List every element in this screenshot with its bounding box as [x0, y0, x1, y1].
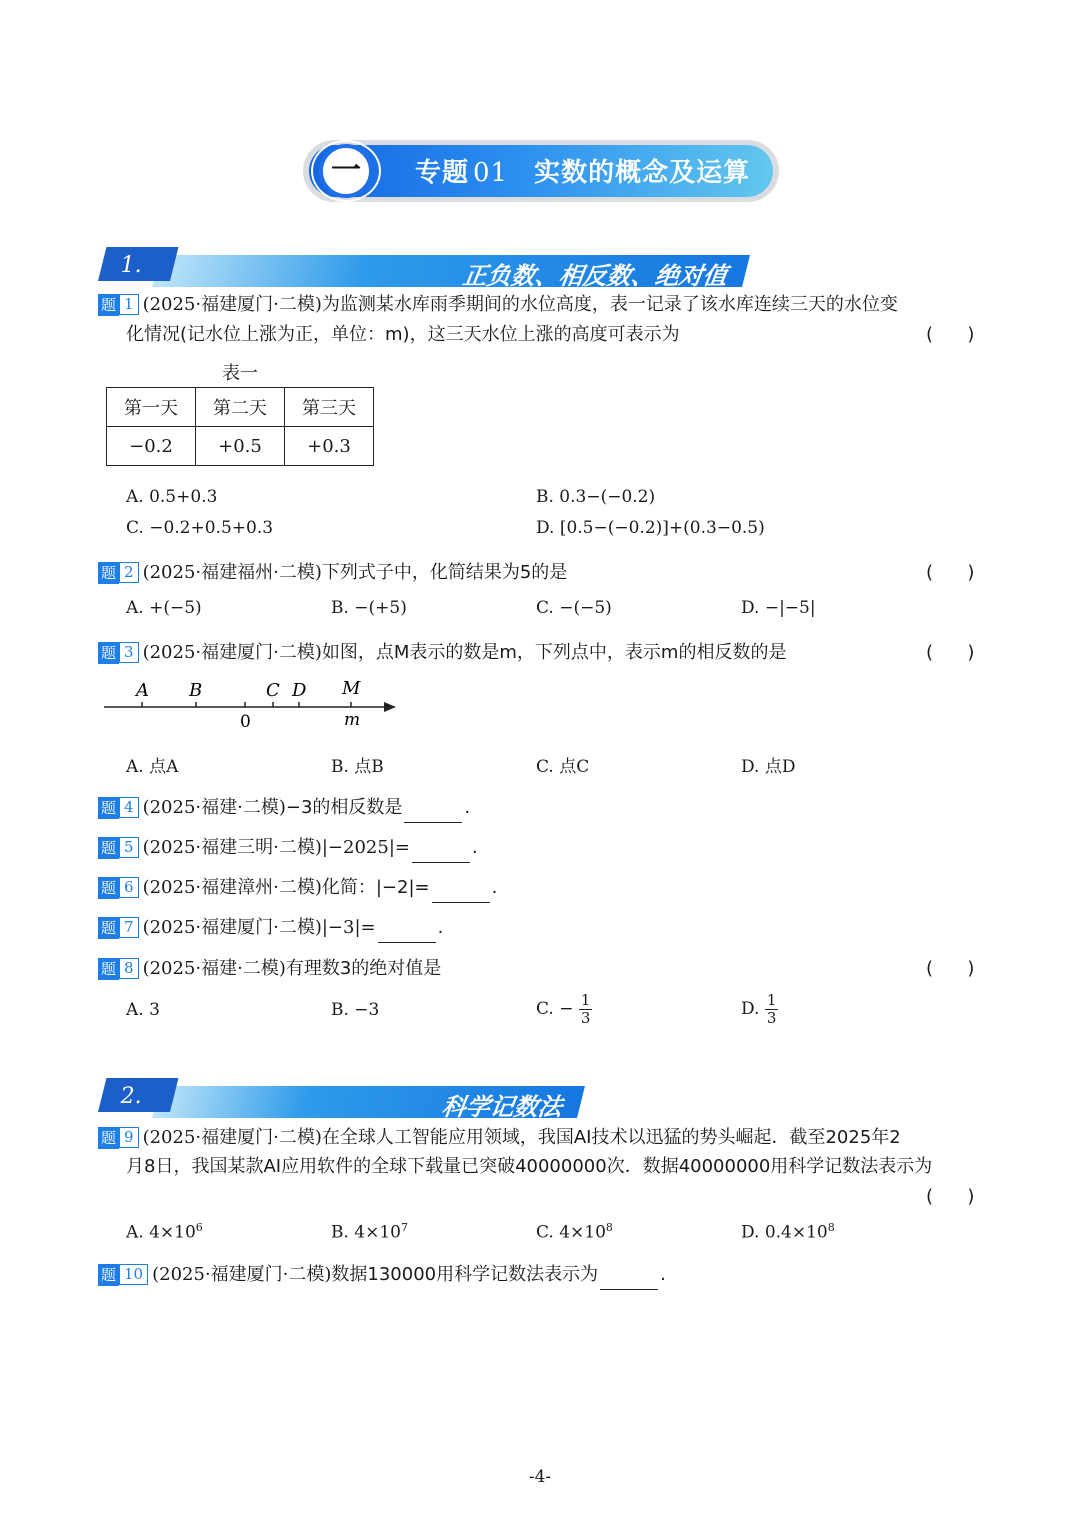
topic-title: 专题 01 实数的概念及运算	[415, 158, 751, 188]
answer-paren: ( )	[926, 1186, 975, 1207]
answer-paren: ( )	[926, 958, 975, 979]
question-tag: 题 4	[98, 797, 139, 819]
answer-blank[interactable]	[600, 1271, 658, 1290]
q1-option-b[interactable]: B. 0.3−(−0.2)	[536, 487, 656, 507]
table-cell: +0.3	[285, 427, 374, 466]
answer-blank[interactable]	[412, 844, 470, 863]
q9-option-b[interactable]: B. $4\times 10^7$	[331, 1221, 408, 1243]
q3-option-b[interactable]: B. 点B	[331, 757, 384, 777]
point-label-a: A	[136, 680, 149, 701]
q1-option-d[interactable]: D. [0.5−(−0.2)]+(0.3−0.5)	[536, 518, 765, 538]
question-9: 题 9 (2025·福建厦门·二模)在全球人工智能应用领域，我国AI技术以迅猛的势头崛起．截至2025年2	[98, 1123, 901, 1153]
q9-option-c[interactable]: C. $4\times 10^8$	[536, 1221, 613, 1243]
q9-option-a[interactable]: A. $4\times 10^6$	[126, 1221, 203, 1243]
q2-option-c[interactable]: C. −(−5)	[536, 598, 612, 618]
q3-option-d[interactable]: D. 点D	[741, 757, 796, 777]
q1-option-a[interactable]: A. 0.5+0.3	[126, 487, 218, 507]
question-6: 题 6 (2025·福建漳州·二模)化简：|−2|= .	[98, 873, 497, 903]
table-head-cell: 第二天	[196, 388, 285, 427]
q8-option-c[interactable]: C. − $\frac{1}{3}$	[536, 991, 591, 1027]
question-1: 题 1 (2025·福建厦门·二模)为监测某水库雨季期间的水位高度，表一记录了该水库连续三天的水位变	[98, 290, 898, 320]
q8-option-a[interactable]: A. 3	[126, 1000, 160, 1020]
q2-option-b[interactable]: B. −(+5)	[331, 598, 407, 618]
table-cell: −0.2	[107, 427, 196, 466]
table-caption: 表一	[222, 363, 258, 384]
question-tag: 题 3	[98, 642, 139, 664]
question-5: 题 5 (2025·福建三明·二模)|−2025|= .	[98, 833, 478, 863]
table-cell: +0.5	[196, 427, 285, 466]
point-label-m: M	[342, 678, 361, 699]
answer-blank[interactable]	[404, 804, 462, 823]
answer-paren: ( )	[926, 642, 975, 663]
question-tag: 题 1	[98, 294, 139, 316]
question-tag: 题 8	[98, 958, 139, 980]
question-1-cont: 化情况(记水位上涨为正，单位：m)，这三天水位上涨的高度可表示为	[126, 324, 680, 345]
question-9-cont: 月8日，我国某款AI应用软件的全球下载量已突破40000000次．数据40000000用科学记数法表示为	[126, 1156, 933, 1177]
question-2: 题 2 (2025·福建福州·二模)下列式子中，化简结果为5的是	[98, 558, 567, 588]
zero-label: 0	[240, 712, 251, 732]
q8-option-d[interactable]: D. $\frac{1}{3}$	[741, 991, 777, 1027]
q3-option-c[interactable]: C. 点C	[536, 757, 590, 777]
point-label-d: D	[292, 680, 307, 701]
answer-blank[interactable]	[432, 884, 490, 903]
page-number: -4-	[528, 1467, 552, 1487]
question-tag: 题 6	[98, 877, 139, 899]
q2-option-d[interactable]: D. −|−5|	[741, 598, 816, 618]
answer-paren: ( )	[926, 562, 975, 583]
question-tag: 题 7	[98, 917, 139, 939]
q1-option-c[interactable]: C. −0.2+0.5+0.3	[126, 518, 274, 538]
answer-blank[interactable]	[378, 924, 436, 943]
question-tag: 题 2	[98, 562, 139, 584]
question-7: 题 7 (2025·福建厦门·二模)|−3|= .	[98, 913, 443, 943]
m-label: m	[344, 710, 361, 730]
table-head-cell: 第一天	[107, 388, 196, 427]
q9-option-d[interactable]: D. $0.4\times 10^8$	[741, 1221, 835, 1243]
fraction: $\frac{1}{3}$	[580, 991, 591, 1027]
question-tag: 题 10	[98, 1264, 148, 1286]
q2-option-a[interactable]: A. +(−5)	[126, 598, 202, 618]
q8-option-b[interactable]: B. −3	[331, 1000, 380, 1020]
topic-banner	[303, 140, 779, 202]
fraction: $\frac{1}{3}$	[766, 991, 777, 1027]
point-label-c: C	[266, 680, 280, 701]
number-line	[100, 676, 400, 732]
question-3: 题 3 (2025·福建厦门·二模)如图，点M表示的数是m，下列点中，表示m的相反数的是	[98, 638, 786, 668]
question-tag: 题 5	[98, 837, 139, 859]
question-tag: 题 9	[98, 1127, 139, 1149]
question-8: 题 8 (2025·福建·二模)有理数3的绝对值是	[98, 954, 441, 984]
table-head-cell: 第三天	[285, 388, 374, 427]
answer-paren: ( )	[926, 324, 975, 345]
point-label-b: B	[189, 680, 203, 701]
question-4: 题 4 (2025·福建·二模)−3的相反数是 .	[98, 793, 470, 823]
question-10: 题 10 (2025·福建厦门·二模)数据130000用科学记数法表示为 .	[98, 1260, 666, 1290]
water-level-table	[106, 387, 374, 466]
q3-option-a[interactable]: A. 点A	[126, 757, 179, 777]
topic-number-badge: 一	[319, 144, 373, 198]
